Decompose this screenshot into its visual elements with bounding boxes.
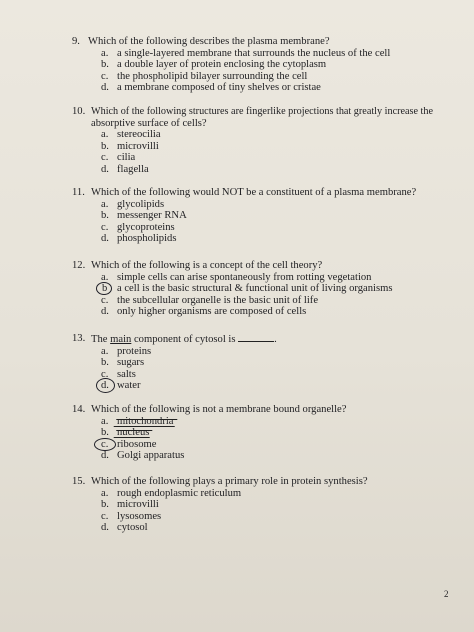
question-stem	[0, 333, 474, 346]
answer-option-d: d. cytosol	[101, 522, 148, 534]
answer-option-b: b. messenger RNA	[101, 210, 187, 222]
question-stem	[0, 404, 474, 416]
question-number: 15.	[72, 476, 86, 487]
question-10	[0, 106, 474, 176]
question-number: 14.	[72, 404, 86, 415]
question-text: Which of the following is a concept of the cell theory?	[91, 260, 323, 271]
question-number: 13.	[72, 333, 86, 344]
answer-option-c: c. the phospholipid bilayer surrounding the cell	[101, 70, 308, 82]
question-text: Which of the following plays a primary role in protein synthesis?	[91, 476, 368, 487]
question-15	[0, 476, 474, 534]
question-text: Which of the following would NOT be a constituent of a plasma membrane?	[91, 187, 417, 198]
answer-option-c: c. the subcellular organelle is the basic unit of life	[101, 294, 319, 306]
question-9	[0, 36, 474, 94]
answer-option-c: c. glycoproteins	[101, 221, 175, 233]
answer-option-d: d. Golgi apparatus	[101, 450, 185, 462]
question-text: The main component of cytosol is .	[91, 334, 277, 345]
question-stem	[0, 187, 474, 199]
answer-option-a: a. glycolipids	[101, 198, 165, 210]
answer-option-d: d. phospholipids	[101, 233, 177, 245]
answer-option-b: b. microvilli	[101, 140, 159, 152]
answer-option-a: a. proteins	[101, 345, 152, 357]
question-stem	[0, 476, 474, 488]
question-number: 11.	[72, 187, 85, 198]
answer-option-d: d. flagella	[101, 163, 149, 175]
question-text-line1: Which of the following structures are fingerlike projections that greatly increase the	[91, 106, 434, 117]
question-12	[0, 260, 474, 318]
answer-option-c: c. cilia	[101, 152, 136, 164]
crossed-out-option: nucleus	[117, 427, 149, 439]
question-11	[0, 187, 474, 245]
crossed-out-option: mitochondria	[117, 416, 174, 428]
question-stem	[0, 260, 474, 272]
question-number: 10.	[72, 106, 86, 117]
answer-option-c: c. ribosome	[0, 439, 474, 451]
answer-option-d: d. only higher organisms are composed of cells	[101, 306, 307, 318]
scribble-mark	[114, 430, 153, 438]
answer-option-c: c. salts	[101, 368, 136, 380]
question-stem	[0, 36, 474, 48]
answer-option-b: b. sugars	[101, 357, 145, 369]
question-14	[0, 404, 474, 462]
fill-in-blank	[238, 333, 274, 342]
emphasized-word: main	[110, 334, 132, 345]
answer-option-b: b a cell is the basic structural & functional unit of living organisms	[0, 283, 474, 295]
answer-option-b: b. nucleus	[0, 427, 474, 439]
answer-option-d: d. a membrane composed of tiny shelves or cristae	[101, 82, 321, 94]
question-text: Which of the following is not a membrane bound organelle?	[91, 404, 347, 415]
question-number: 12.	[72, 260, 86, 271]
answer-option-d: d. water	[0, 380, 474, 392]
answer-option-a: a. a single-layered membrane that surrounds the nucleus of the cell	[101, 47, 391, 59]
answer-option-a: a. rough endoplasmic reticulum	[101, 487, 242, 499]
answer-option-a: a. simple cells can arise spontaneously from rotting vegetation	[101, 271, 372, 283]
scribble-mark	[114, 419, 177, 427]
answer-option-b: b. microvilli	[101, 499, 159, 511]
question-text-line2: absorptive surface of cells?	[91, 117, 207, 129]
question-stem	[0, 106, 474, 129]
answer-option-b: b. a double layer of protein enclosing the cytoplasm	[101, 59, 327, 71]
question-13	[0, 333, 474, 392]
page-number: 2	[444, 589, 449, 599]
question-number: 9.	[72, 36, 80, 47]
question-text: Which of the following describes the plasma membrane?	[88, 36, 330, 47]
answer-option-a: a. mitochondria	[0, 416, 474, 428]
answer-option-c: c. lysosomes	[101, 510, 162, 522]
answer-option-a: a. stereocilia	[101, 129, 161, 141]
